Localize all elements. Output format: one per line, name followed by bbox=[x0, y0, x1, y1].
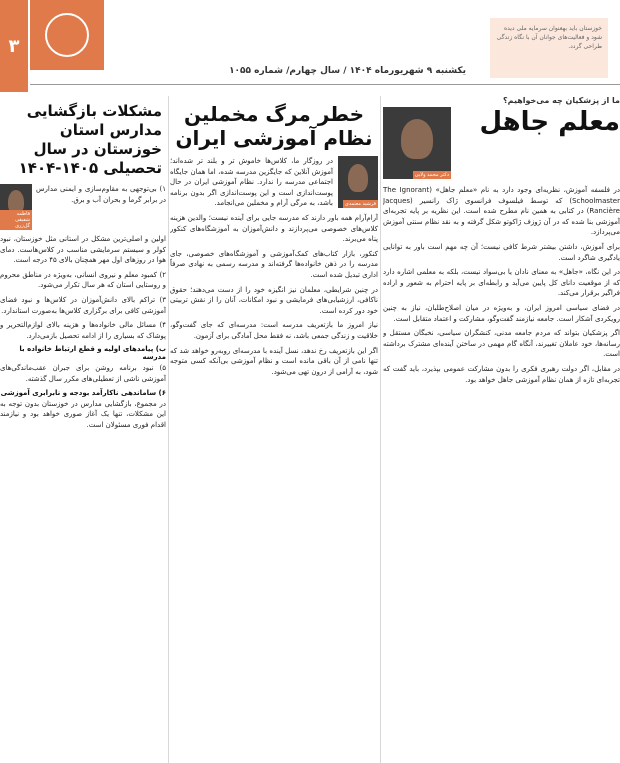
middle-article-paragraph: در چنین شرایطی، معلمان نیز انگیزه خود را از دست می‌دهند؛ حقوق ناکافی، ارزشیابی‌های فرمایشی و نبود امکانات، آنان را از نقش تربیتی خود دور کرده است. bbox=[170, 285, 378, 315]
left-article-paragraph: اولین و اصلی‌ترین مشکل در استانی مثل خوزستان، نبود کولر و سیستم سرمایشی مناسب در کلاس‌هاست. دمای هوا در روزهای اول مهر همچنان بالای ۴۵ درجه است. bbox=[0, 235, 166, 265]
right-article-paragraph: در فضای سیاسی امروز ایران، و به‌ویژه در میان اصلاح‌طلبان، نیاز به چنین رویکردی آشکار است. جامعه نیازمند گفت‌وگو، مشارکت و اعتماد متقابل است. bbox=[383, 303, 620, 323]
issue-line: یکشنبه ۹ شهریورماه ۱۴۰۴ / سال چهارم/ شماره ۱۰۵۵ bbox=[229, 66, 466, 76]
left-article-subhead: ب) پیامدهای اولیه و قطع ارتباط خانواده با مدرسه bbox=[19, 345, 166, 362]
author-face bbox=[348, 164, 368, 192]
left-article-headline: مشکلات بازگشایی مدارس استان خوزستان در سال تحصیلی ۱۴۰۵-۱۴۰۴ bbox=[18, 102, 162, 177]
left-article-paragraph: ۴) مسائل مالی خانواده‌ها و هزینه بالای لوازم‌التحریر و پوشاک که بسیاری را از ادامه تحصیل بازمی‌دارد. bbox=[0, 321, 166, 340]
left-article bbox=[0, 96, 166, 763]
middle-article-paragraph: کنکور، بازار کتاب‌های کمک‌آموزشی و آموزشگاه‌های خصوصی، جای مدرسه را در ذهن خانواده‌ها گرفته‌اند و مدرسه رسمی به نهادی صرفاً اداری تبدیل شده است. bbox=[170, 249, 378, 279]
masthead-divider bbox=[30, 84, 620, 85]
middle-article-paragraph: در روزگار ما، کلاس‌ها خاموش‌ تر و بلند‌ تر شده‌اند؛ آموزش آنلاین که جایگزین مدرسه شده، اما همان جایگاه اجتماعی مدرسه را ندارد. نظام آموزشی ایران در حال پوست‌اندازی است و این پوست‌اندازی اگر بدون برنامه باشد، به مرگی آرام و مخملین می‌انجامد. bbox=[170, 157, 333, 208]
author-photo bbox=[0, 184, 32, 230]
column-divider bbox=[168, 96, 169, 763]
left-article-paragraph: ۲) کمبود معلم و نیروی انسانی، به‌ویژه در مناطق محروم و روستایی استان که هر سال تکرار می‌شود. bbox=[0, 270, 166, 290]
column-divider bbox=[380, 96, 381, 763]
author-photo-caption: فرشید معتمدی bbox=[344, 201, 376, 207]
author-photo bbox=[338, 156, 378, 208]
newspaper-logo bbox=[30, 0, 104, 70]
right-article-paragraph: اگر پزشکیان بتواند که مردم جامعه مدنی، کنشگران سیاسی، نخبگان مستقل و رسانه‌ها، خود عاملان تغییرند، آنگاه گام مهمی در ساختن آینده‌ای مشترک برداشته است. bbox=[383, 329, 620, 359]
pull-quote-box: خوزستان باید بهعنوان سرمایه ملی دیده شود و فعالیت‌های جوانان آن با نگاه زندگی طراحی گردد. bbox=[490, 18, 608, 78]
right-article-headline: معلم جاهل bbox=[479, 107, 620, 137]
author-photo bbox=[383, 107, 451, 179]
left-article-closing: در مجموع، بازگشایی مدارس در خوزستان بدون توجه به این مشکلات، تنها یک آغاز صوری خواهد بود و نیازمند اقدام فوری مسئولان است. bbox=[0, 399, 166, 429]
left-article-paragraph: ۱) بی‌توجهی به مقاوم‌سازی و ایمنی مدارس در برابر گرما و بحران آب و برق. bbox=[36, 185, 166, 204]
right-article-paragraph: در مقابل، اگر دولت رهبری فکری را بدون مشارکت عمومی بپذیرد، باید گفت که تجربه‌ای تازه از همان نظام آموزشی جاهل خواهد بود. bbox=[383, 364, 620, 384]
left-article-paragraph: ۳) تراکم بالای دانش‌آموزان در کلاس‌ها و نبود فضای آموزشی کافی برای برگزاری کلاس‌ها به‌صورت استاندارد. bbox=[0, 295, 166, 315]
middle-article-headline: خطر مرگ مخملین نظام آموزشی ایران bbox=[175, 102, 373, 150]
left-article-subhead: ۶) ساماندهی ناکارآمد بودجه و نابرابری آموزشی bbox=[0, 388, 166, 397]
page-number: ۳ bbox=[0, 0, 28, 92]
logo-emblem-icon bbox=[45, 13, 89, 57]
right-article bbox=[383, 96, 620, 763]
middle-article-paragraph: آرام‌آرام همه باور دارند که مدرسه جایی برای آینده نیست؛ والدین هزینه کلاس‌های خصوصی می‌پردازند و دانش‌آموزان به آموزشگاه‌های کنکور پناه می‌برند. bbox=[170, 213, 378, 244]
masthead bbox=[0, 0, 620, 92]
middle-article bbox=[170, 96, 378, 763]
middle-article-paragraph: اگر این بازتعریف رخ ندهد، نسل آینده با مدرسه‌ای روبه‌رو خواهد شد که تنها نامی از آن باقی مانده است و نظام آموزشی بی‌آنکه کسی متوجه شود، به آرامی از درون تهی می‌شود. bbox=[170, 346, 378, 376]
left-article-paragraph: ۵) نبود برنامه روشن برای جبران عقب‌ماندگی‌های آموزشی ناشی از تعطیلی‌های مکرر سال گذشته. bbox=[0, 364, 166, 383]
author-face bbox=[401, 119, 433, 159]
right-article-paragraph: برای آموزش، داشتن بیشتر شرط کافی نیست؛ آن چه مهم است باور به توانایی یادگیری شاگرد است. bbox=[383, 242, 620, 262]
right-article-kicker: ما از پزشکیان چه می‌خواهیم؟ bbox=[503, 96, 620, 105]
middle-article-paragraph: نیاز امروز ما بازتعریف مدرسه است: مدرسه‌ای که جای گفت‌وگو، خلاقیت و زندگی جمعی باشد، نه فقط محل آمادگی برای آزمون. bbox=[170, 321, 378, 340]
right-article-paragraph: در فلسفه آموزش، نظریه‌ای وجود دارد به نام «معلم جاهل» (The Ignorant Schoolmaster) که توسط فیلسوف فرانسوی ژاک رانسیر (Jacques Rancière) در کتابی به همین نام مطرح شده است. این نظریه بر پایه تجربه‌ای آموزشی بنا شده که در آن ژوزف ژاکوتو شکل گرفته و به نقد نظام سنتی آموزش می‌پردازد. bbox=[383, 186, 620, 237]
right-article-paragraph: در این نگاه، «جاهل» به معنای نادان یا بی‌سواد نیست، بلکه به معلمی اشاره دارد که از موقعیت دانای کل پایین می‌آید و رابطه‌ای بر پایه احترام به شعور و اراده فراگیر برقرار می‌کند. bbox=[383, 268, 620, 298]
author-photo-caption: دکتر محمد ولایی bbox=[414, 172, 449, 178]
author-photo-caption: فاطمه شفیقی گل‌زری bbox=[0, 210, 32, 230]
